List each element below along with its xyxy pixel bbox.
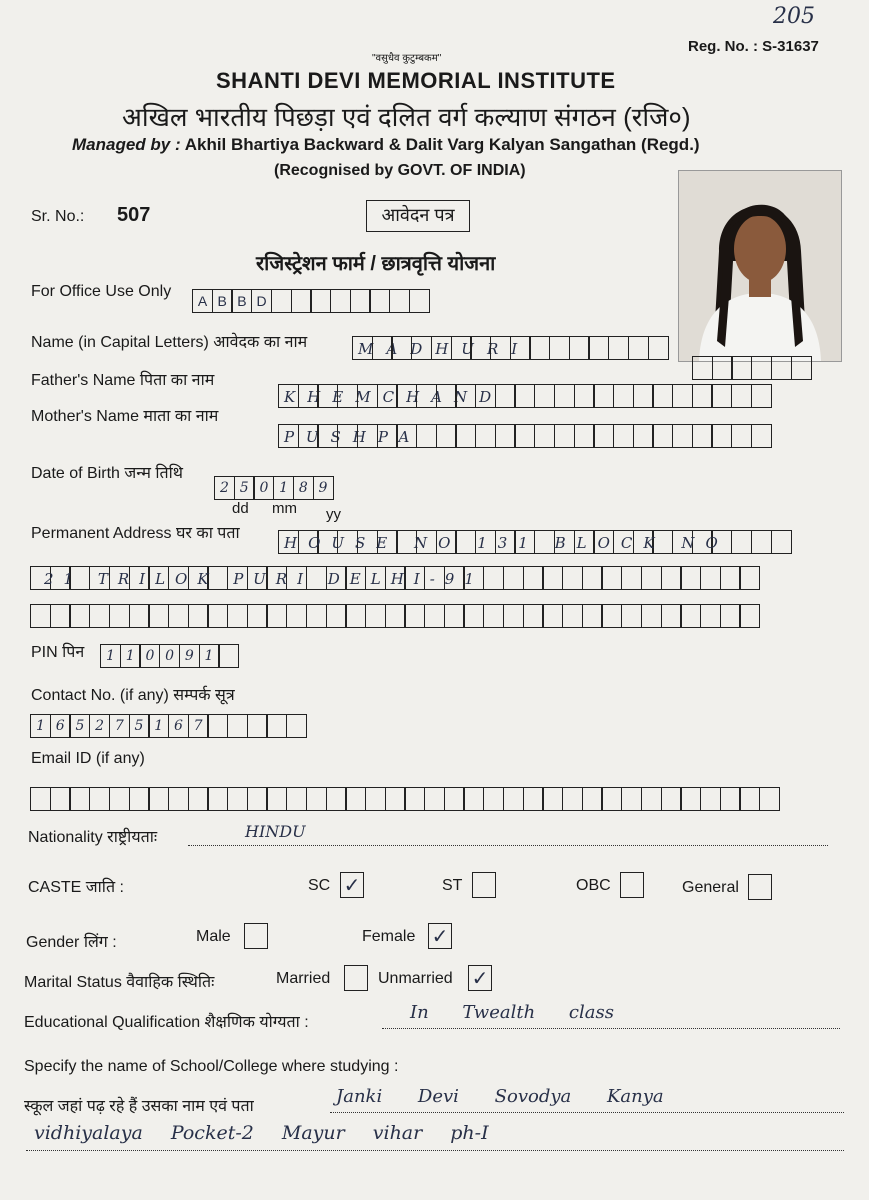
education-label: Educational Qualification शैक्षणिक योग्यता : <box>24 1014 309 1031</box>
managed-by <box>72 135 700 155</box>
motto: "वसुधैव कुटुम्बकम" <box>372 53 442 64</box>
father-name-value[interactable]: KHEMCHAND <box>284 388 504 406</box>
office-box <box>310 289 331 313</box>
pin-digit: 0 <box>139 644 160 668</box>
office-use-label: For Office Use Only <box>31 283 172 300</box>
nationality-label: Nationality राष्ट्रीयताः <box>28 829 158 846</box>
managed-by-value: Akhil Bhartiya Backward & Dalit Varg Kalyan Sangathan (Regd.) <box>184 135 700 154</box>
managed-by-label: Managed by : <box>72 135 181 154</box>
caste-label: CASTE जाति : <box>28 879 124 896</box>
caste-sc-label: SC <box>308 877 331 894</box>
dob-digit: 5 <box>234 476 255 500</box>
dob-digit: 2 <box>214 476 235 500</box>
name-boxes-tail <box>692 356 810 382</box>
handwritten-page-number: 205 <box>773 4 815 29</box>
dob-digit: 9 <box>313 476 334 500</box>
school-label: Specify the name of School/College where studying : <box>24 1058 399 1075</box>
application-letter-title: आवेदन पत्र <box>366 200 470 232</box>
office-use-boxes[interactable] <box>192 289 428 315</box>
gender-label: Gender लिंग : <box>26 934 117 951</box>
marital-label: Marital Status वैवाहिक स्थितिः <box>24 974 215 991</box>
office-box <box>389 289 410 313</box>
reg-number-value: S-31637 <box>762 38 819 55</box>
office-box: A <box>192 289 213 313</box>
mother-name-value[interactable]: PUSHPA <box>284 428 422 446</box>
dob-mm-caption: mm <box>272 500 297 517</box>
caste-obc-label: OBC <box>576 877 611 894</box>
mother-name-boxes <box>278 424 771 450</box>
pin-digit: 1 <box>120 644 141 668</box>
marital-unmarried-label: Unmarried <box>378 970 453 987</box>
pin-boxes[interactable] <box>100 644 238 670</box>
name-label: Name (in Capital Letters) आवेदक का नाम <box>31 334 308 351</box>
contact-boxes[interactable]: 1 6 5 2 7 5 1 6 7 <box>30 714 306 740</box>
mother-name-label: Mother's Name माता का नाम <box>31 408 219 425</box>
name-boxes <box>352 336 667 362</box>
office-box <box>271 289 292 313</box>
serial-label: Sr. No.: <box>31 208 85 225</box>
contact-label: Contact No. (if any) सम्पर्क सूत्र <box>31 687 235 704</box>
pin-digit: 9 <box>179 644 200 668</box>
marital-unmarried-checkbox[interactable]: ✓ <box>468 965 492 991</box>
school-label-hindi: स्कूल जहां पढ़ रहे हैं उसका नाम एवं पता <box>24 1098 254 1115</box>
dob-digit: 0 <box>253 476 274 500</box>
address-line-1[interactable]: HOUSE NO 131 BLOCK NO <box>284 534 729 552</box>
recognition: (Recognised by GOVT. OF INDIA) <box>274 162 526 179</box>
pin-digit: 1 <box>100 644 121 668</box>
organisation-hindi: अखिल भारतीय पिछड़ा एवं दलित वर्ग कल्याण संगठन (रजि०) <box>122 102 691 132</box>
nationality-value[interactable]: HINDU <box>245 822 306 841</box>
caste-st-label: ST <box>442 877 463 894</box>
email-label: Email ID (if any) <box>31 750 145 767</box>
serial-number: 507 <box>117 204 151 226</box>
dob-dd-caption: dd <box>232 500 249 517</box>
office-box: D <box>251 289 272 313</box>
reg-number-label: Reg. No. : <box>688 38 758 55</box>
office-box <box>330 289 351 313</box>
school-value-line-1[interactable]: Janki Devi Sovodya Kanya <box>336 1086 664 1107</box>
email-boxes[interactable] <box>30 787 779 813</box>
father-name-label: Father's Name पिता का नाम <box>31 372 215 389</box>
father-name-boxes <box>278 384 771 410</box>
office-box: B <box>212 289 233 313</box>
office-box <box>409 289 430 313</box>
marital-married-label: Married <box>276 970 331 987</box>
institute-name: SHANTI DEVI MEMORIAL INSTITUTE <box>216 68 616 93</box>
address-line-2[interactable]: 21 TRILOK PURI DELHI-91 <box>44 570 484 588</box>
school-line-1 <box>330 1112 844 1113</box>
pin-digit: 0 <box>159 644 180 668</box>
school-value-line-2[interactable]: vidhiyalaya Pocket-2 Mayur vihar ph-I <box>34 1122 489 1144</box>
address-row-3 <box>30 604 759 630</box>
dob-label: Date of Birth जन्म तिथि <box>31 465 183 482</box>
gender-male-checkbox[interactable] <box>244 923 268 949</box>
office-box <box>369 289 390 313</box>
gender-female-checkbox[interactable]: ✓ <box>428 923 452 949</box>
nationality-line <box>188 845 828 846</box>
caste-general-label: General <box>682 879 739 896</box>
school-line-2 <box>26 1150 844 1151</box>
dob-yy-caption: yy <box>326 506 341 523</box>
address-label: Permanent Address घर का पता <box>31 525 240 542</box>
pin-digit: 1 <box>199 644 220 668</box>
caste-obc-checkbox[interactable] <box>620 872 644 898</box>
office-box: B <box>231 289 252 313</box>
dob-digit: 8 <box>293 476 314 500</box>
caste-st-checkbox[interactable] <box>472 872 496 898</box>
name-value[interactable]: MADHURI <box>358 340 531 358</box>
caste-sc-checkbox[interactable]: ✓ <box>340 872 364 898</box>
pin-label: PIN पिन <box>31 644 85 661</box>
dob-digit: 1 <box>273 476 294 500</box>
office-box <box>291 289 312 313</box>
education-value[interactable]: In Twealth class <box>410 1002 614 1023</box>
reg-number <box>688 38 819 55</box>
dob-boxes[interactable] <box>214 476 332 502</box>
caste-general-checkbox[interactable] <box>748 874 772 900</box>
office-box <box>350 289 371 313</box>
applicant-photo <box>678 170 842 362</box>
pin-digit <box>218 644 239 668</box>
gender-male-label: Male <box>196 928 231 945</box>
gender-female-label: Female <box>362 928 416 945</box>
marital-married-checkbox[interactable] <box>344 965 368 991</box>
form-title: रजिस्ट्रेशन फार्म / छात्रवृत्ति योजना <box>256 253 496 275</box>
education-line <box>382 1028 840 1029</box>
